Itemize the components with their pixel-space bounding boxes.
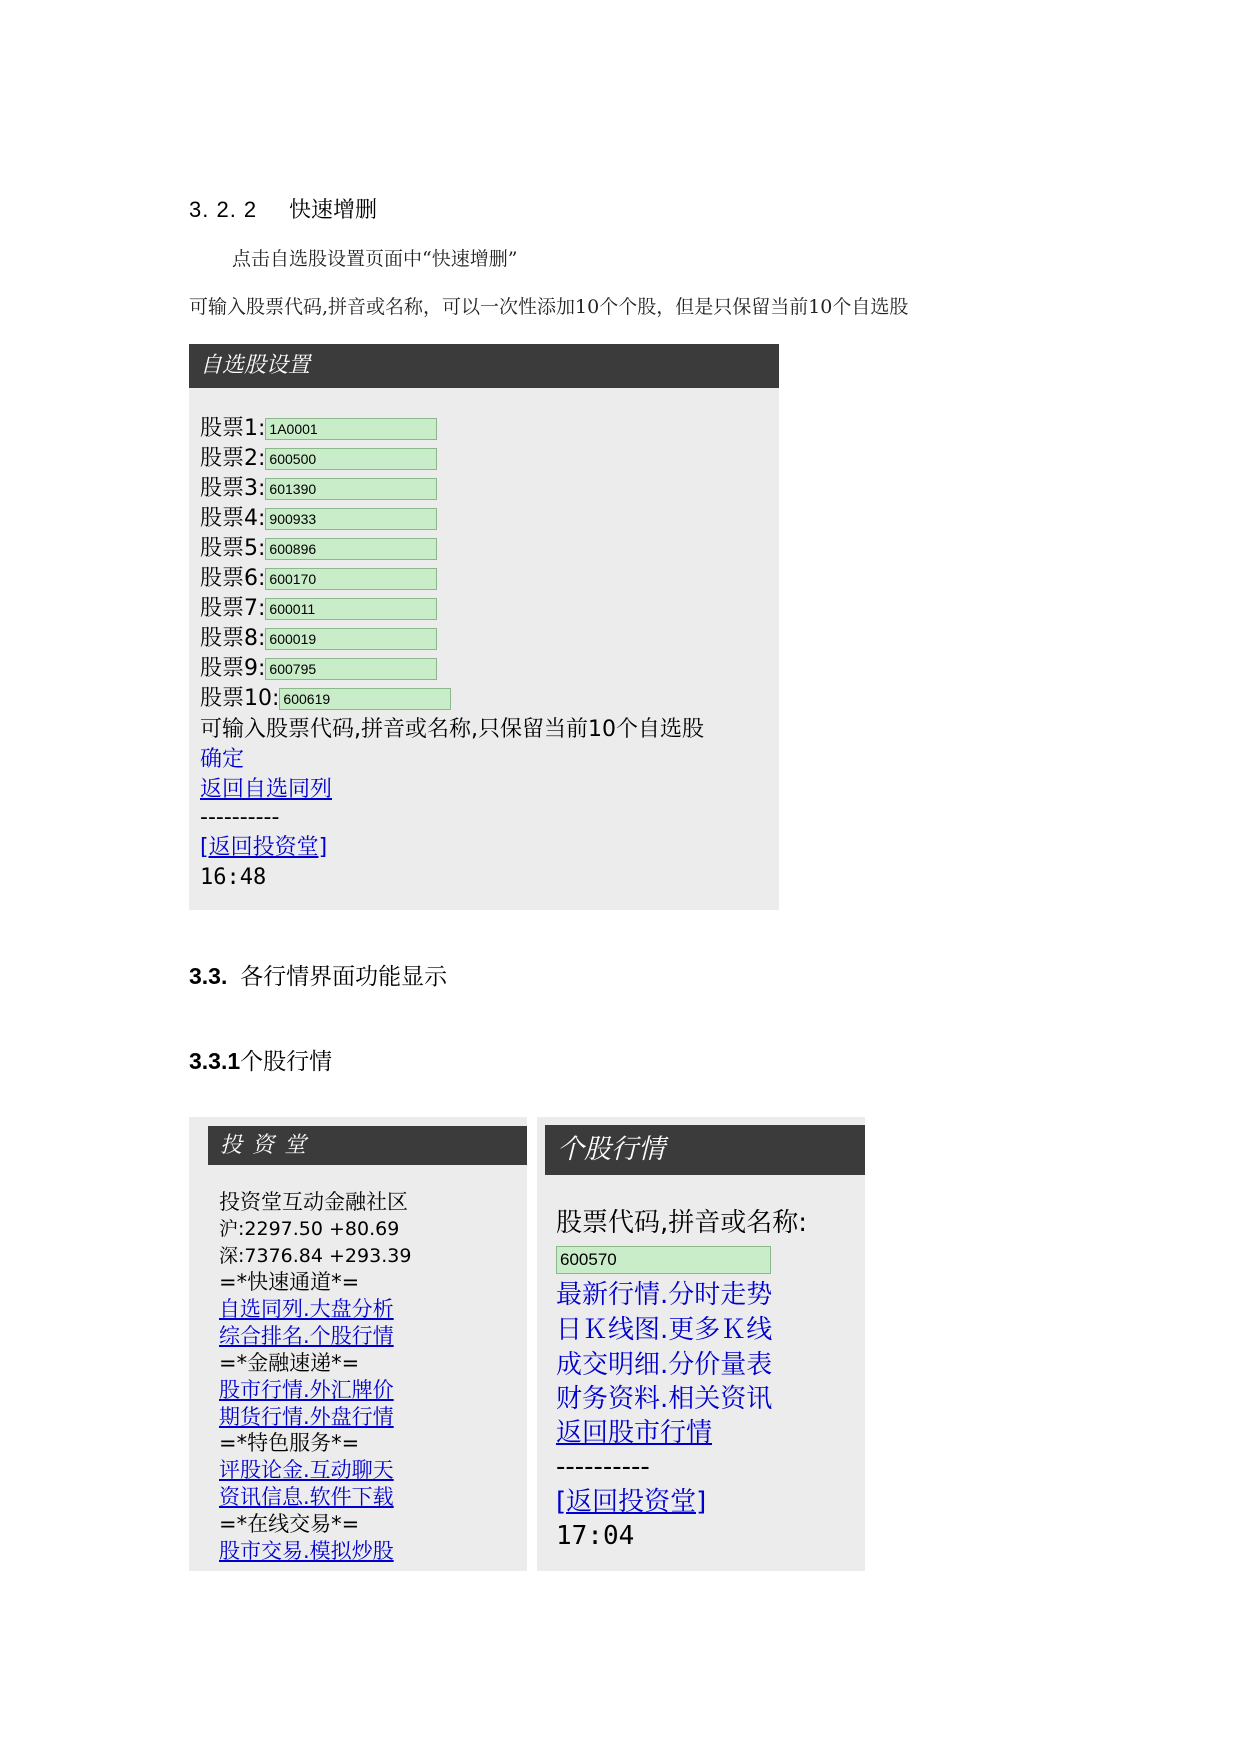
back-home-link[interactable]: [返回投资堂]: [200, 835, 328, 860]
finance-links-1[interactable]: 股市行情.外汇牌价: [219, 1378, 394, 1402]
quote-links-4[interactable]: 财务资料.相关资讯: [556, 1384, 773, 1414]
category-heading: =*在线交易*=: [219, 1512, 360, 1536]
trading-links[interactable]: 股市交易.模拟炒股: [219, 1539, 394, 1563]
stock-label: 股票9:: [200, 656, 266, 681]
back-home-link[interactable]: [返回投资堂]: [556, 1487, 707, 1517]
stock-input-2[interactable]: [265, 448, 437, 470]
quick-links-1[interactable]: 自选同列.大盘分析: [219, 1297, 394, 1321]
back-to-market-link[interactable]: 返回股市行情: [556, 1418, 713, 1448]
divider-text: ----------: [200, 805, 280, 830]
stock-input-8[interactable]: [265, 628, 437, 650]
stock-label: 股票7:: [200, 596, 266, 621]
section-322-heading: [189, 193, 377, 224]
screen-titlebar: 个股行情: [545, 1125, 865, 1175]
stock-label: 股票10:: [200, 686, 280, 711]
stock-input-7[interactable]: [265, 598, 437, 620]
stock-row: [200, 596, 437, 622]
section-33-heading: [189, 958, 447, 991]
stock-row: [200, 626, 437, 652]
clock-time: 16:48: [200, 865, 267, 890]
section-331-heading: [189, 1043, 332, 1076]
stock-row: [200, 566, 437, 592]
section-number: 3. 2. 2: [189, 197, 258, 222]
category-heading: =*金融速递*=: [219, 1351, 360, 1375]
stock-input-6[interactable]: [265, 568, 437, 590]
screen-titlebar: 自选股设置: [189, 344, 779, 388]
service-links-2[interactable]: 资讯信息.软件下载: [219, 1485, 394, 1509]
category-heading: =*特色服务*=: [219, 1431, 360, 1455]
stock-label: 股票1:: [200, 416, 266, 441]
stock-row: [200, 656, 437, 682]
stock-label: 股票6:: [200, 566, 266, 591]
stock-row: [200, 686, 451, 712]
quick-links-2[interactable]: 综合排名.个股行情: [219, 1324, 394, 1348]
stock-row: [200, 416, 437, 442]
stock-search-input[interactable]: [556, 1246, 771, 1274]
shenzhen-index: 深:7376.84 +293.39: [219, 1245, 412, 1267]
section-number: 3.3.: [189, 963, 228, 989]
hint-text: 可输入股票代码,拼音或名称,只保留当前10个自选股: [200, 717, 704, 742]
service-links-1[interactable]: 评股论金.互动聊天: [219, 1458, 394, 1482]
divider-text: ----------: [556, 1452, 650, 1482]
section-title: 各行情界面功能显示: [240, 963, 448, 989]
stock-row: [200, 476, 437, 502]
section-title: 快速增删: [289, 197, 378, 222]
stock-row: [200, 446, 437, 472]
back-to-list-link[interactable]: 返回自选同列: [200, 777, 333, 802]
stock-input-10[interactable]: [279, 688, 451, 710]
shanghai-index: 沪:2297.50 +80.69: [219, 1218, 400, 1240]
stock-input-9[interactable]: [265, 658, 437, 680]
quote-links-3[interactable]: 成交明细.分价量表: [556, 1350, 773, 1380]
stock-label: 股票5:: [200, 536, 266, 561]
stock-input-5[interactable]: [265, 538, 437, 560]
quote-links-1[interactable]: 最新行情.分时走势: [556, 1280, 773, 1310]
stock-label: 股票4:: [200, 506, 266, 531]
portal-home-screen: [189, 1117, 527, 1571]
stock-quote-screen: [537, 1117, 865, 1571]
confirm-link[interactable]: 确定: [200, 747, 245, 772]
section-title: 个股行情: [240, 1048, 333, 1074]
stock-label: 股票2:: [200, 446, 266, 471]
screen-titlebar: 投资堂: [208, 1126, 527, 1165]
quote-links-2[interactable]: 日Ｋ线图.更多Ｋ线: [556, 1315, 773, 1345]
community-title: 投资堂互动金融社区: [219, 1190, 408, 1214]
search-prompt: 股票代码,拼音或名称:: [556, 1208, 808, 1238]
stock-input-1[interactable]: [265, 418, 437, 440]
stock-label: 股票8:: [200, 626, 266, 651]
stock-settings-screen: [189, 344, 779, 910]
stock-input-4[interactable]: [265, 508, 437, 530]
stock-label: 股票3:: [200, 476, 266, 501]
paragraph-2: 可输入股票代码,拼音或名称，可以一次性添加10个个股，但是只保留当前10个自选股: [189, 296, 909, 318]
paragraph-1: 点击自选股设置页面中“快速增删”: [232, 248, 518, 270]
stock-input-3[interactable]: [265, 478, 437, 500]
finance-links-2[interactable]: 期货行情.外盘行情: [219, 1405, 394, 1429]
stock-row: [200, 506, 437, 532]
category-heading: =*快速通道*=: [219, 1270, 360, 1294]
stock-row: [200, 536, 437, 562]
section-number: 3.3.1: [189, 1048, 241, 1074]
clock-time: 17:04: [556, 1521, 635, 1551]
